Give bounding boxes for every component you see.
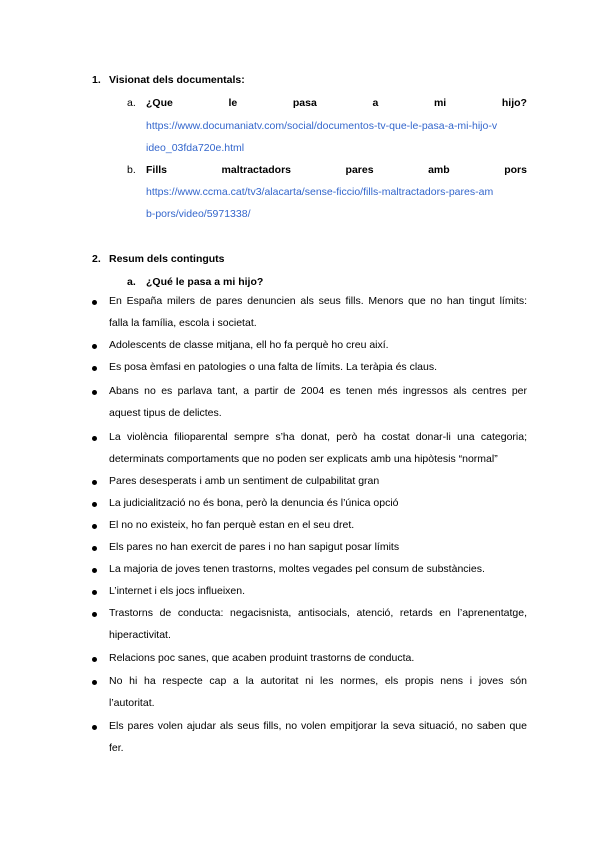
bullet-text: L’internet i els jocs influeixen.	[109, 585, 245, 597]
bullet-line: En España milers de pares denuncien als seus fills. Menors que no han tingut límits:	[109, 295, 527, 307]
item-b-word: amb	[428, 164, 450, 176]
bullet-text-cont: l’autoritat.	[109, 697, 155, 709]
item-b-word: maltractadors	[221, 164, 291, 176]
bullet-text	[109, 385, 527, 397]
item-a-url-line2[interactable]: ideo_03fda720e.html	[146, 142, 245, 154]
item-b-word: pors	[504, 164, 527, 176]
bullet-text: Es posa èmfasi en patologies o una falta de límits. La teràpia és claus.	[109, 361, 438, 373]
item-a-letter: a.	[127, 97, 136, 109]
bullet-dot	[92, 612, 97, 617]
bullet-dot	[92, 436, 97, 441]
bullet-text: Pares desesperats i amb un sentiment de culpabilitat gran	[109, 475, 380, 487]
bullet-line: Trastorns de conducta: negacisnista, antisocials, atenció, retards en l’aprenentatge,	[109, 607, 527, 619]
bullet-text	[109, 675, 527, 687]
bullet-text	[109, 720, 527, 732]
bullet-text: El no no existeix, ho fan perquè estan en el seu dret.	[109, 519, 355, 531]
item-b-word: Fills	[146, 164, 168, 176]
item-b-letter: b.	[127, 164, 136, 176]
item-a-word: ¿Que	[146, 97, 173, 109]
item-b-url-line2[interactable]: b-pors/video/5971338/	[146, 208, 251, 220]
bullet-line: Abans no es parlava tant, a partir de 2004 es tenen més ingressos als centres per	[109, 385, 527, 397]
item-a-title	[146, 97, 527, 109]
bullet-text	[109, 431, 527, 443]
bullet-text-cont: determinats comportaments que no poden ser explicats amb una hipòtesis “normal”	[109, 453, 498, 465]
bullet-text-cont: falla la família, escola i societat.	[109, 317, 257, 329]
bullet-dot	[92, 524, 97, 529]
bullet-dot	[92, 546, 97, 551]
bullet-text-cont: fer.	[109, 742, 124, 754]
bullet-text	[109, 295, 527, 307]
bullet-text	[109, 607, 527, 619]
item-b-url-line1[interactable]: https://www.ccma.cat/tv3/alacarta/sense-ficcio/fills-maltractadors-pares-am	[146, 186, 494, 198]
bullet-text-cont: hiperactivitat.	[109, 629, 171, 641]
item-a-word: le	[228, 97, 238, 109]
item-b-title	[146, 164, 527, 176]
item-a-word: hijo?	[501, 97, 527, 109]
bullet-line: Els pares volen ajudar als seus fills, no volen empitjorar la seva situació, no saben que	[109, 720, 527, 732]
item-a-word: pasa	[292, 97, 317, 109]
bullet-dot	[92, 366, 97, 371]
item-a-word: a	[372, 97, 379, 109]
section2-title: Resum dels continguts	[109, 253, 225, 265]
bullet-dot	[92, 657, 97, 662]
section2-number: 2.	[92, 253, 101, 265]
bullet-text: Adolescents de classe mitjana, ell ho fa perquè ho creu així.	[109, 339, 389, 351]
bullet-dot	[92, 390, 97, 395]
section2-sub-title: ¿Qué le pasa a mi hijo?	[146, 276, 264, 288]
item-a-url-line1[interactable]: https://www.documaniatv.com/social/documentos-tv-que-le-pasa-a-mi-hijo-v	[146, 120, 498, 132]
bullet-text: Els pares no han exercit de pares i no han sapigut posar límits	[109, 541, 400, 553]
bullet-text: La judicialització no és bona, però la denuncia és l’única opció	[109, 497, 399, 509]
bullet-text-cont: aquest tipus de delictes.	[109, 407, 222, 419]
bullet-dot	[92, 725, 97, 730]
item-a-word: mi	[433, 97, 447, 109]
bullet-dot	[92, 680, 97, 685]
bullet-dot	[92, 502, 97, 507]
bullet-text: La majoria de joves tenen trastorns, moltes vegades pel consum de substàncies.	[109, 563, 485, 575]
bullet-line: No hi ha respecte cap a la autoritat ni les normes, els propis nens i joves són	[109, 675, 527, 687]
bullet-dot	[92, 568, 97, 573]
bullet-dot	[92, 344, 97, 349]
bullet-dot	[92, 300, 97, 305]
bullet-dot	[92, 590, 97, 595]
bullet-dot	[92, 480, 97, 485]
bullet-line: La violència filioparental sempre s’ha donat, però ha costat donar-li una categoria;	[109, 431, 527, 443]
item-b-word: pares	[345, 164, 374, 176]
bullet-text: Relacions poc sanes, que acaben produint trastorns de conducta.	[109, 652, 415, 664]
section2-sub-letter: a.	[127, 276, 136, 288]
section1-number: 1.	[92, 74, 101, 86]
section1-title: Visionat dels documentals:	[109, 74, 245, 86]
